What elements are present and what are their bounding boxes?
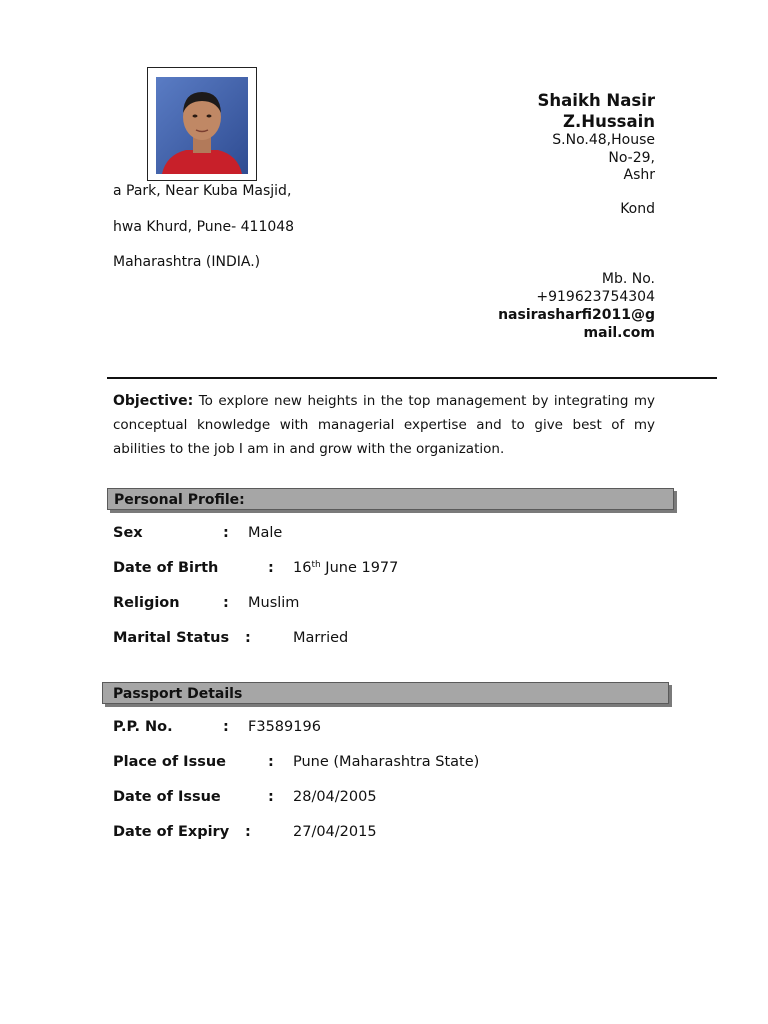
email-line2: mail.com — [583, 325, 655, 341]
mobile-label: Mb. No. — [601, 271, 655, 287]
sex-label: Sex — [113, 525, 143, 541]
place-of-issue-value: Pune (Maharashtra State) — [293, 754, 480, 770]
objective-label: Objective: — [113, 393, 194, 409]
sex-value: Male — [248, 525, 283, 541]
objective-text: To explore new heights in the top management by integrating my conceptual knowledge with managerial expertise and to give best of my abilities to the job I am in and grow with the organization. — [113, 393, 655, 457]
marital-status-value: Married — [293, 630, 349, 646]
header-divider — [107, 377, 717, 379]
profile-photo — [156, 77, 248, 174]
candidate-name-line1: Shaikh Nasir — [537, 91, 655, 110]
religion-label: Religion — [113, 595, 180, 611]
address-line1: S.No.48,House — [552, 132, 655, 148]
passport-details-title: Passport Details — [113, 686, 243, 702]
candidate-name-line2: Z.Hussain — [563, 112, 655, 131]
address-left-line1: a Park, Near Kuba Masjid, — [113, 183, 292, 199]
date-of-expiry-colon: : — [245, 824, 251, 840]
place-of-issue-label: Place of Issue — [113, 754, 226, 770]
objective-paragraph — [113, 389, 655, 461]
address-line4: Kond — [620, 201, 655, 217]
profile-photo-frame — [147, 67, 257, 181]
religion-colon: : — [223, 595, 229, 611]
dob-colon: : — [268, 560, 274, 576]
place-of-issue-colon: : — [268, 754, 274, 770]
address-left-line2: hwa Khurd, Pune- 411048 — [113, 219, 295, 235]
date-of-expiry-value: 27/04/2015 — [293, 824, 377, 840]
pp-no-colon: : — [223, 719, 229, 735]
address-line2: No-29, — [608, 149, 655, 166]
mobile-number: +919623754304 — [536, 288, 655, 305]
date-of-expiry-label: Date of Expiry — [113, 824, 230, 840]
personal-profile-header: Personal Profile: — [107, 488, 674, 510]
pp-no-label: P.P. No. — [113, 719, 173, 735]
address-line3: Ashr — [623, 167, 655, 183]
marital-status-label: Marital Status — [113, 630, 230, 646]
pp-no-value: F3589196 — [248, 719, 321, 735]
religion-value: Muslim — [248, 595, 300, 611]
dob-value: 16th June 1977 — [293, 560, 399, 576]
date-of-issue-value: 28/04/2005 — [293, 789, 377, 805]
sex-colon: : — [223, 525, 229, 541]
contact-block — [538, 90, 655, 185]
date-of-issue-colon: : — [268, 789, 274, 805]
address-left-line3: Maharashtra (INDIA.) — [113, 254, 261, 270]
mobile-block — [498, 271, 655, 342]
marital-status-colon: : — [245, 630, 251, 646]
date-of-issue-label: Date of Issue — [113, 789, 221, 805]
dob-label: Date of Birth — [113, 560, 219, 576]
passport-details-header — [102, 682, 669, 704]
email-line1: nasirasharfi2011@g — [498, 307, 655, 323]
